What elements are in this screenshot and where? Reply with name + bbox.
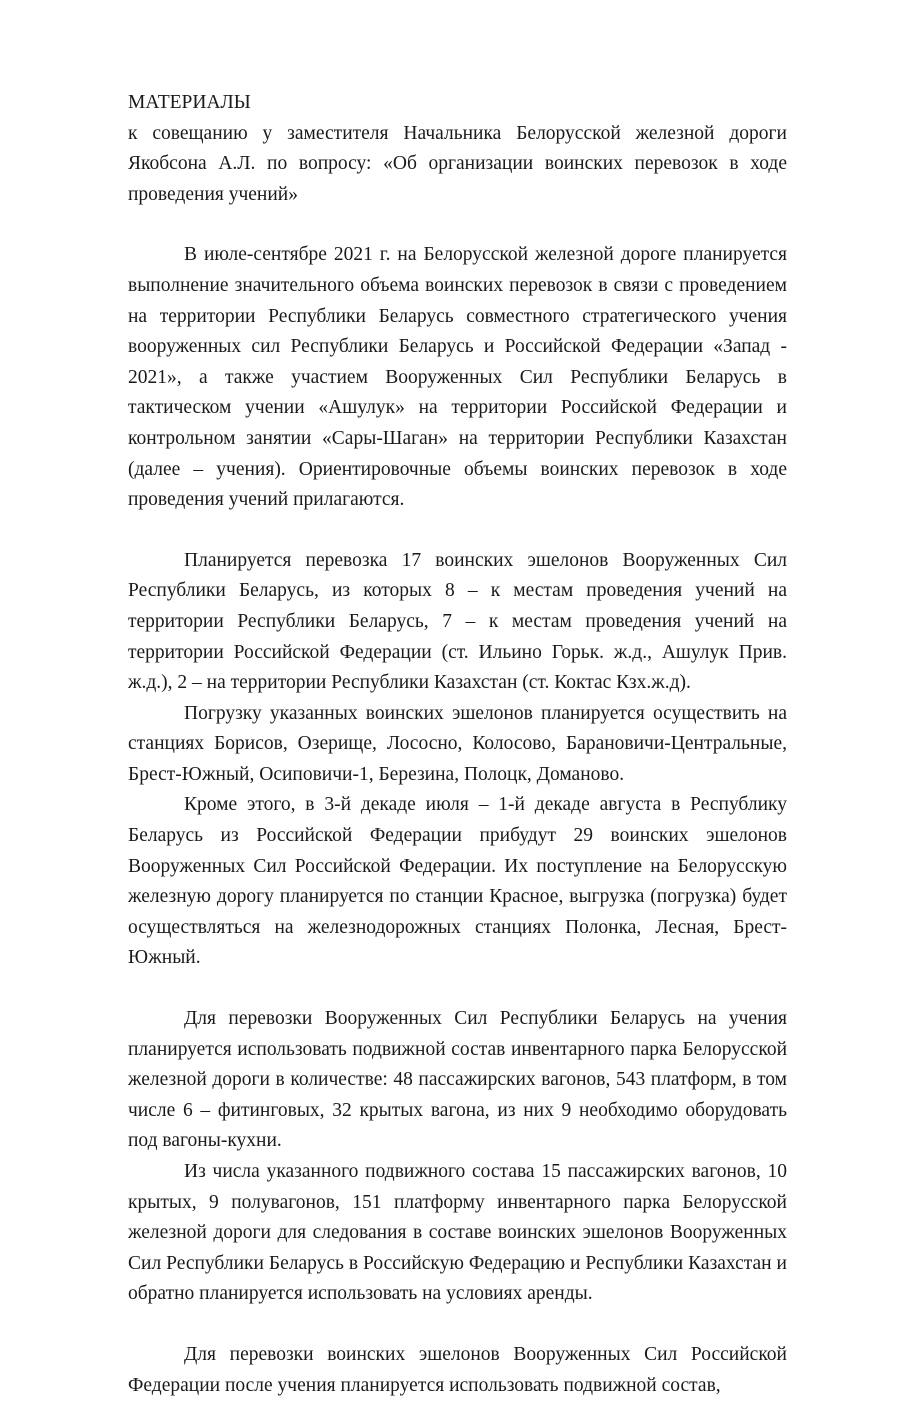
paragraph-2: Планируется перевозка 17 воинских эшелонов Вооруженных Сил Республики Беларусь, из которых 8 – к местам проведения учений на территории Республики Беларусь, 7 – к местам проведения учений на территории Российской Федерации (ст. Ильино Горьк. ж.д., Ашулук Прив. ж.д.), 2 – на территории Республики Казахстан (ст. Коктас Кзх.ж.д). [128, 549, 787, 694]
spacer [128, 974, 787, 1004]
document-title: МАТЕРИАЛЫ [128, 92, 251, 113]
paragraph-1: В июле-сентябре 2021 г. на Белорусской железной дороге планируется выполнение значительного объема воинских перевозок в связи с проведением на территории Республики Беларусь совместного стратегического учения вооруженных сил Республики Беларусь и Российской Федерации «Запад - 2021», а также участием Вооруженных Сил Республики Беларусь в тактическом учении «Ашулук» на территории Российской Федерации и контрольном занятии «Сары-Шаган» на территории Республики Казахстан (далее – учения). Ориентировочные объемы воинских перевозок в ходе проведения учений прилагаются. [128, 244, 787, 511]
paragraph-4: Кроме этого, в 3-й декаде июля – 1-й декаде августа в Республику Беларусь из Российской Федерации прибудут 29 воинских эшелонов Вооруженных Сил Российской Федерации. Их поступление на Белорусскую железную дорогу планируется по станции Красное, выгрузка (погрузка) будет осуществляться на железнодорожных станциях Полонка, Лесная, Брест-Южный. [128, 794, 787, 969]
spacer [128, 1310, 787, 1340]
document-body [128, 88, 787, 1401]
spacer [128, 516, 787, 546]
paragraph-5: Для перевозки Вооруженных Сил Республики Беларусь на учения планируется использовать подвижной состав инвентарного парка Белорусской железной дороги в количестве: 48 пассажирских вагонов, 543 платформ, в том числе 6 – фитинговых, 32 крытых вагона, из них 9 необходимо оборудовать под вагоны-кухни. [128, 1008, 787, 1152]
paragraph-7: Для перевозки воинских эшелонов Вооруженных Сил Российской Федерации после учения планируется использовать подвижной состав, [128, 1343, 787, 1396]
spacer [128, 210, 787, 240]
document-subtitle: к совещанию у заместителя Начальника Белорусской железной дороги Якобсона А.Л. по вопросу: «Об организации воинских перевозок в ходе проведения учений» [128, 122, 787, 205]
paragraph-3: Погрузку указанных воинских эшелонов планируется осуществить на станциях Борисов, Озерище, Лососно, Колосово, Барановичи-Центральные, Брест-Южный, Осиповичи-1, Березина, Полоцк, Доманово. [128, 702, 787, 785]
paragraph-6: Из числа указанного подвижного состава 15 пассажирских вагонов, 10 крытых, 9 полувагонов, 151 платформу инвентарного парка Белорусской железной дороги для следования в составе воинских эшелонов Вооруженных Сил Республики Беларусь в Российскую Федерацию и Республики Казахстан и обратно планируется использовать на условиях аренды. [128, 1161, 787, 1305]
